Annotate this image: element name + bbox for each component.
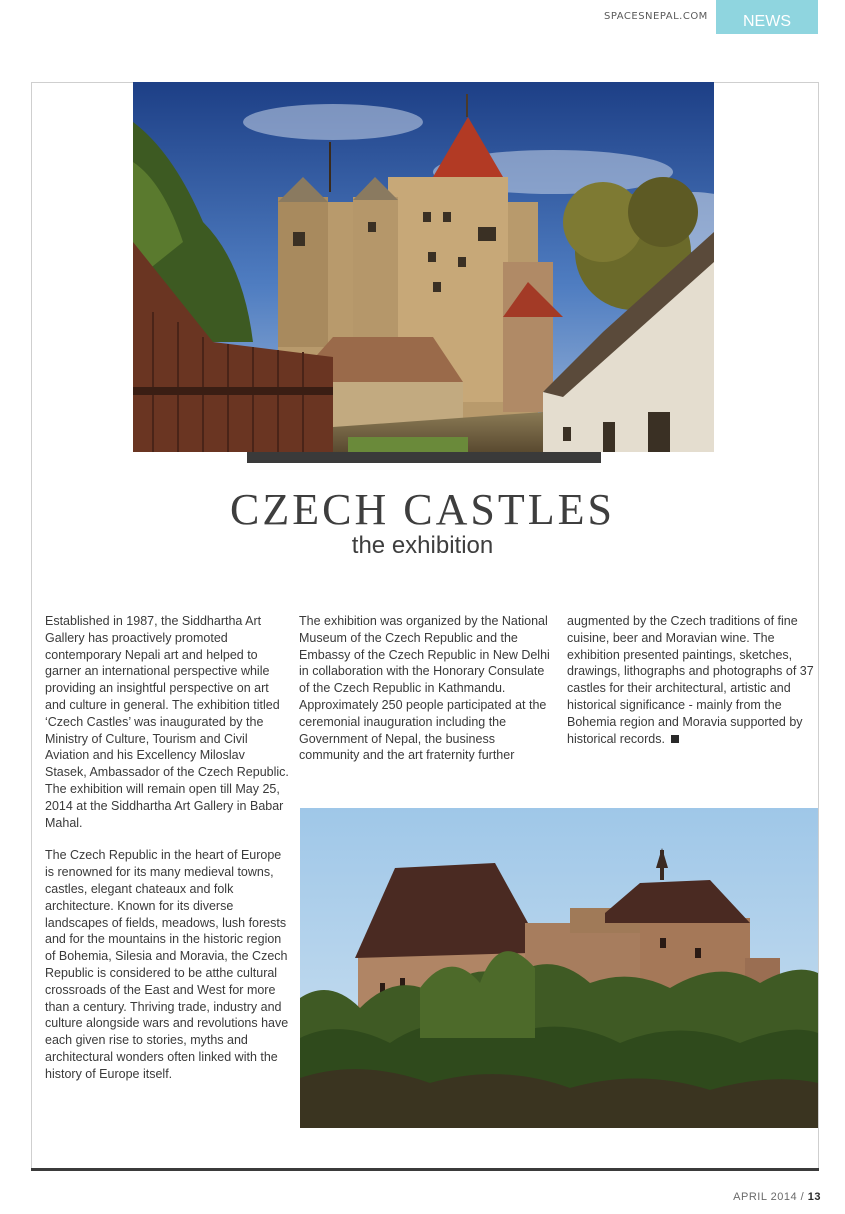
article-subtitle: the exhibition [351, 532, 494, 559]
paragraph: The exhibition was organized by the National Museum of the Czech Republic and the Embassy of the Czech Republic in New Delhi in collaboration with the Honorary Consulate of the Czech Republic in Kathmandu. Approximately 250 people participated at the ceremonial inauguration including the Government of Nepal, the business community and the art fraternity further [299, 614, 550, 763]
body-column-2 [299, 613, 551, 780]
section-label: NEWS [743, 13, 791, 30]
site-label: SPACESNEPAL.COM [604, 11, 708, 22]
body-column-3 [567, 613, 815, 763]
section-tab [716, 0, 818, 34]
paragraph: augmented by the Czech traditions of fine cuisine, beer and Moravian wine. The exhibition presented paintings, sketches, drawings, lithographs and photographs of 37 castles for their architectural, artistic and historical significance - mainly from the Bohemia region and Moravia supported by historical records. [567, 614, 814, 746]
paragraph: The Czech Republic in the heart of Europe is renowned for its many medieval towns, castles, elegant chateaux and folk architecture. Known for its diverse landscapes of fields, meadows, lush forests and for the mountains in the historic region of Bohemia, Silesia and Moravia, the Czech Republic is considered to be atthe cultural crossroads of the East and West for more than a century. Thriving trade, industry and culture alongside wars and revolutions have each given rise to stories, myths and architectural wonders often linked with the history of Europe itself. [45, 848, 289, 1081]
paragraph-end [567, 613, 815, 747]
frame-bottom-rule [31, 1168, 819, 1171]
castle-on-hill-photo [300, 808, 818, 1128]
photo-caption-bar [247, 452, 601, 463]
article-title: CZECH CASTLES [230, 485, 615, 534]
castle-courtyard-photo [133, 82, 714, 452]
folio-separator: / [797, 1191, 808, 1203]
page-number: 13 [807, 1191, 821, 1203]
issue-date: APRIL 2014 [733, 1191, 798, 1203]
page-folio [733, 1191, 821, 1203]
paragraph: Established in 1987, the Siddhartha Art Gallery has proactively promoted contemporary Nepali art and helped to garner an international perspective while providing an insightful perspective on art and culture in general. The exhibition titled ‘Czech Castles’ was inaugurated by the Ministry of Culture, Tourism and Civil Aviation and his Excellency Miloslav Stasek, Ambassador of the Czech Republic. The exhibition will remain open till May 25, 2014 at the Siddhartha Art Gallery in Babar Mahal. [45, 614, 289, 830]
body-column-1 [45, 613, 290, 1099]
end-of-article-icon [671, 735, 679, 743]
